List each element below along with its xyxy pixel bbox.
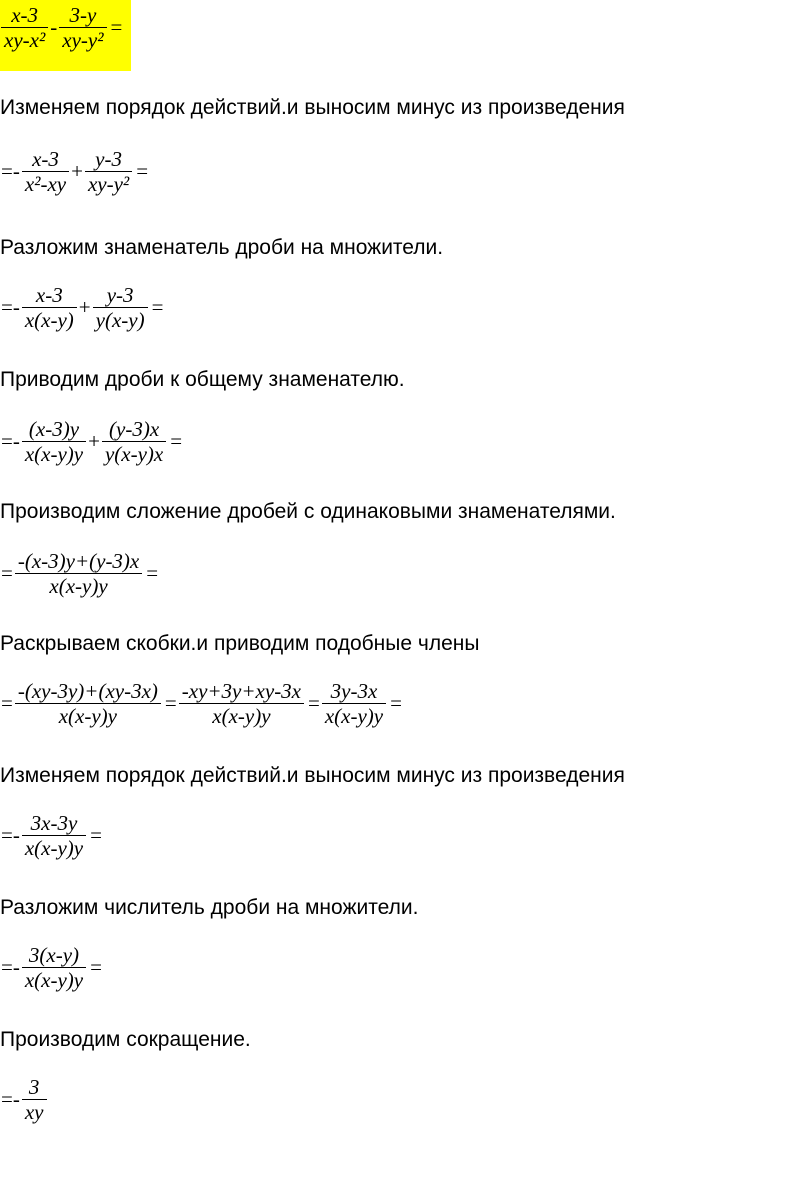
numerator: (y-3)x [109, 417, 160, 441]
step-1-expression [0, 148, 149, 195]
equals-sign: = [110, 15, 123, 39]
equals-sign: = [151, 295, 164, 319]
equals-sign: = [308, 691, 320, 715]
denominator: y(x-y)x [102, 441, 166, 465]
fraction [59, 4, 106, 51]
operator: + [71, 159, 83, 183]
operator: + [88, 429, 100, 453]
leading-operator: = [1, 561, 13, 585]
denominator: x(x-y)y [22, 441, 86, 465]
numerator: x-3 [35, 283, 63, 307]
fraction [322, 680, 386, 727]
denominator: x(x-y)y [15, 703, 161, 727]
fraction [22, 418, 86, 465]
fraction [22, 944, 86, 991]
denominator: x(x-y)y [22, 835, 86, 859]
step-7-text: Разложим числитель дроби на множители. [0, 896, 419, 919]
leading-operator: =- [1, 955, 20, 979]
step-6-expression [0, 812, 103, 859]
step-5-expression [0, 680, 403, 727]
numerator: x-3 [11, 3, 39, 27]
numerator: y-3 [95, 147, 122, 171]
numerator: 3x-3y [30, 811, 78, 835]
problem-expression [0, 4, 123, 51]
leading-operator: =- [1, 823, 20, 847]
step-4-expression [0, 550, 159, 597]
leading-operator: =- [1, 429, 20, 453]
step-8-expression [0, 1076, 48, 1123]
numerator: 3 [28, 1075, 40, 1099]
equals-sign: = [136, 159, 149, 183]
numerator: 3(x-y) [28, 943, 80, 967]
leading-operator: = [1, 691, 13, 715]
fraction [179, 680, 304, 727]
denominator: xy-y² [85, 171, 132, 195]
denominator: x(x-y)y [15, 573, 142, 597]
fraction [22, 148, 69, 195]
step-5-text: Раскрываем скобки.и приводим подобные члены [0, 632, 480, 655]
numerator: -(xy-3y)+(xy-3x) [17, 679, 158, 703]
equals-sign: = [170, 429, 183, 453]
equals-sign: = [90, 955, 102, 979]
denominator: y(x-y) [93, 307, 148, 331]
operator: + [78, 295, 91, 319]
step-3-text: Приводим дроби к общему знаменателю. [0, 368, 405, 391]
equals-sign: = [90, 823, 102, 847]
equals-sign: = [164, 691, 177, 715]
denominator: xy-y² [59, 27, 106, 51]
step-2-expression [0, 284, 164, 331]
numerator: 3-y [69, 3, 97, 27]
denominator: x(x-y)y [22, 967, 86, 991]
numerator: y-3 [106, 283, 134, 307]
fraction [22, 812, 86, 859]
step-6-text: Изменяем порядок действий.и выносим минус из произведения [0, 764, 625, 787]
fraction [93, 284, 148, 331]
step-2-text: Разложим знаменатель дроби на множители. [0, 236, 444, 259]
step-8-text: Производим сокращение. [0, 1028, 251, 1051]
denominator: x(x-y) [22, 307, 77, 331]
denominator: xy-x² [1, 27, 48, 51]
operator: - [50, 15, 58, 39]
fraction [102, 418, 166, 465]
fraction [1, 4, 48, 51]
fraction [15, 680, 161, 727]
numerator: 3y-3x [330, 679, 378, 703]
leading-operator: =- [1, 159, 20, 183]
step-1-text: Изменяем порядок действий.и выносим минус из произведения [0, 96, 625, 119]
step-7-expression [0, 944, 103, 991]
leading-operator: =- [1, 1087, 20, 1111]
fraction [15, 550, 142, 597]
equals-sign: = [390, 691, 402, 715]
step-4-text: Производим сложение дробей с одинаковыми знаменателями. [0, 500, 616, 523]
numerator: -(x-3)y+(y-3)x [17, 549, 140, 573]
fraction [22, 1076, 47, 1123]
fraction [22, 284, 77, 331]
equals-sign: = [146, 561, 159, 585]
denominator: x²-xy [22, 171, 69, 195]
step-3-expression [0, 418, 183, 465]
numerator: -xy+3y+xy-3x [181, 679, 302, 703]
denominator: xy [22, 1099, 47, 1123]
denominator: x(x-y)y [179, 703, 304, 727]
fraction [85, 148, 132, 195]
leading-operator: =- [1, 295, 20, 319]
numerator: (x-3)y [28, 417, 80, 441]
denominator: x(x-y)y [322, 703, 386, 727]
numerator: x-3 [32, 147, 59, 171]
